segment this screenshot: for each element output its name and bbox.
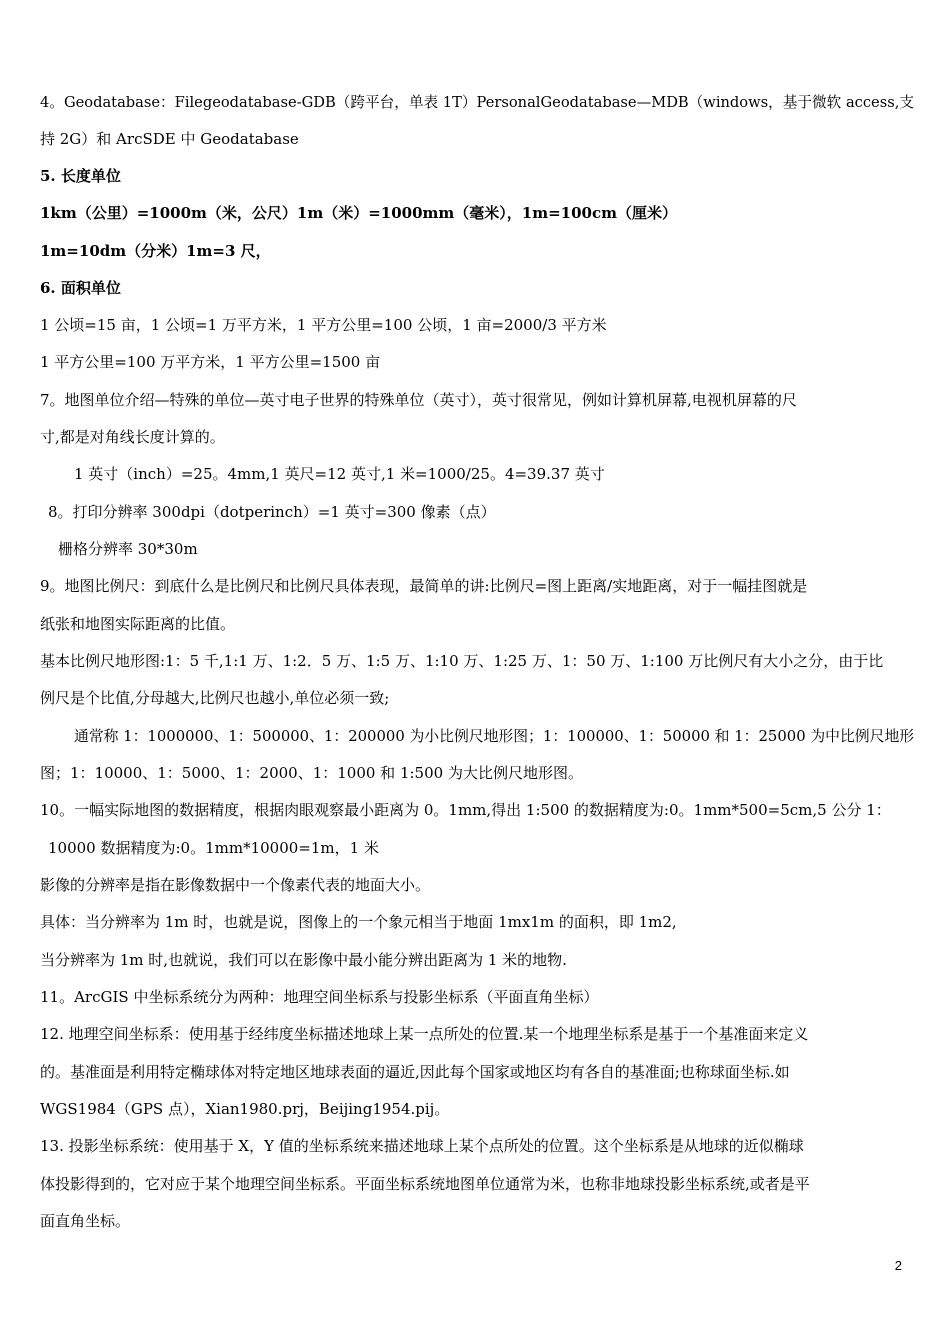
text-line: 9。地图比例尺：到底什么是比例尺和比例尺具体表现，最简单的讲:比例尺=图上距离/实地距离，对于一幅挂图就是 [40, 577, 808, 595]
page-number: 2 [894, 1258, 902, 1273]
text-line: 图；1：10000、1：5000、1：2000、1：1000 和 1:500 为大比例尺地形图。 [40, 764, 583, 782]
text-line: 例尺是个比值,分母越大,比例尺也越小,单位必须一致; [40, 689, 390, 707]
text-line: 影像的分辨率是指在影像数据中一个像素代表的地面大小。 [40, 876, 431, 894]
text-line: 1 平方公里=100 万平方米，1 平方公里=1500 亩 [40, 353, 381, 371]
text-line: WGS1984（GPS 点），Xian1980.prj，Beijing1954.pij。 [40, 1100, 450, 1118]
text-line: 当分辨率为 1m 时,也就说，我们可以在影像中最小能分辨出距离为 1 米的地物. [40, 951, 567, 969]
section-heading: 6. 面积单位 [40, 279, 121, 297]
text-line: 7。地图单位介绍—特殊的单位—英寸电子世界的特殊单位（英寸），英寸很常见，例如计算机屏幕,电视机屏幕的尺 [40, 391, 797, 409]
text-line: 寸,都是对角线长度计算的。 [40, 428, 225, 446]
text-line: 10。一幅实际地图的数据精度，根据肉眼观察最小距离为 0。1mm,得出 1:500 的数据精度为:0。1mm*500=5cm,5 公分 1： [40, 801, 891, 819]
text-line: 1 公顷=15 亩，1 公顷=1 万平方米，1 平方公里=100 公顷，1 亩=2000/3 平方米 [40, 316, 607, 334]
text-line: 通常称 1：1000000、1：500000、1：200000 为小比例尺地形图；1：100000、1：50000 和 1：25000 为中比例尺地形 [74, 727, 915, 745]
text-line: 面直角坐标。 [40, 1212, 131, 1230]
text-line: 12. 地理空间坐标系：使用基于经纬度坐标描述地球上某一点所处的位置.某一个地理坐标系是基于一个基准面来定义 [40, 1025, 809, 1043]
section-heading: 5. 长度单位 [40, 167, 121, 185]
text-line: 持 2G）和 ArcSDE 中 Geodatabase [40, 130, 299, 148]
text-line: 纸张和地图实际距离的比值。 [40, 615, 236, 633]
text-line: 8。打印分辨率 300dpi（dotperinch）=1 英寸=300 像素（点） [48, 503, 496, 521]
text-line: 11。ArcGIS 中坐标系统分为两种：地理空间坐标系与投影坐标系（平面直角坐标） [40, 988, 599, 1006]
text-line: 4。Geodatabase：Filegeodatabase-GDB（跨平台，单表 1T）PersonalGeodatabase—MDB（windows，基于微软 access,支 [40, 93, 915, 111]
text-line: 1km（公里）=1000m（米，公尺）1m（米）=1000mm（毫米），1m=100cm（厘米） [40, 204, 677, 222]
text-line: 栅格分辨率 30*30m [58, 540, 198, 558]
text-line: 具体：当分辨率为 1m 时，也就是说，图像上的一个象元相当于地面 1mx1m 的面积，即 1m2, [40, 913, 677, 931]
text-line: 10000 数据精度为:0。1mm*10000=1m，1 米 [48, 839, 379, 857]
text-line: 体投影得到的，它对应于某个地理空间坐标系。平面坐标系统地图单位通常为米，也称非地球投影坐标系统,或者是平 [40, 1175, 810, 1193]
text-line: 的。基准面是利用特定椭球体对特定地区地球表面的逼近,因此每个国家或地区均有各自的基准面;也称球面坐标.如 [40, 1063, 790, 1081]
text-line: 1 英寸（inch）=25。4mm,1 英尺=12 英寸,1 米=1000/25。4=39.37 英寸 [74, 465, 605, 483]
text-line: 13. 投影坐标系统：使用基于 X，Y 值的坐标系统来描述地球上某个点所处的位置。这个坐标系是从地球的近似椭球 [40, 1137, 804, 1155]
text-line: 基本比例尺地形图:1：5 千,1:1 万、1:2．5 万、1:5 万、1:10 万、1:25 万、1：50 万、1:100 万比例尺有大小之分，由于比 [40, 652, 884, 670]
text-line: 1m=10dm（分米）1m=3 尺， [40, 242, 271, 260]
